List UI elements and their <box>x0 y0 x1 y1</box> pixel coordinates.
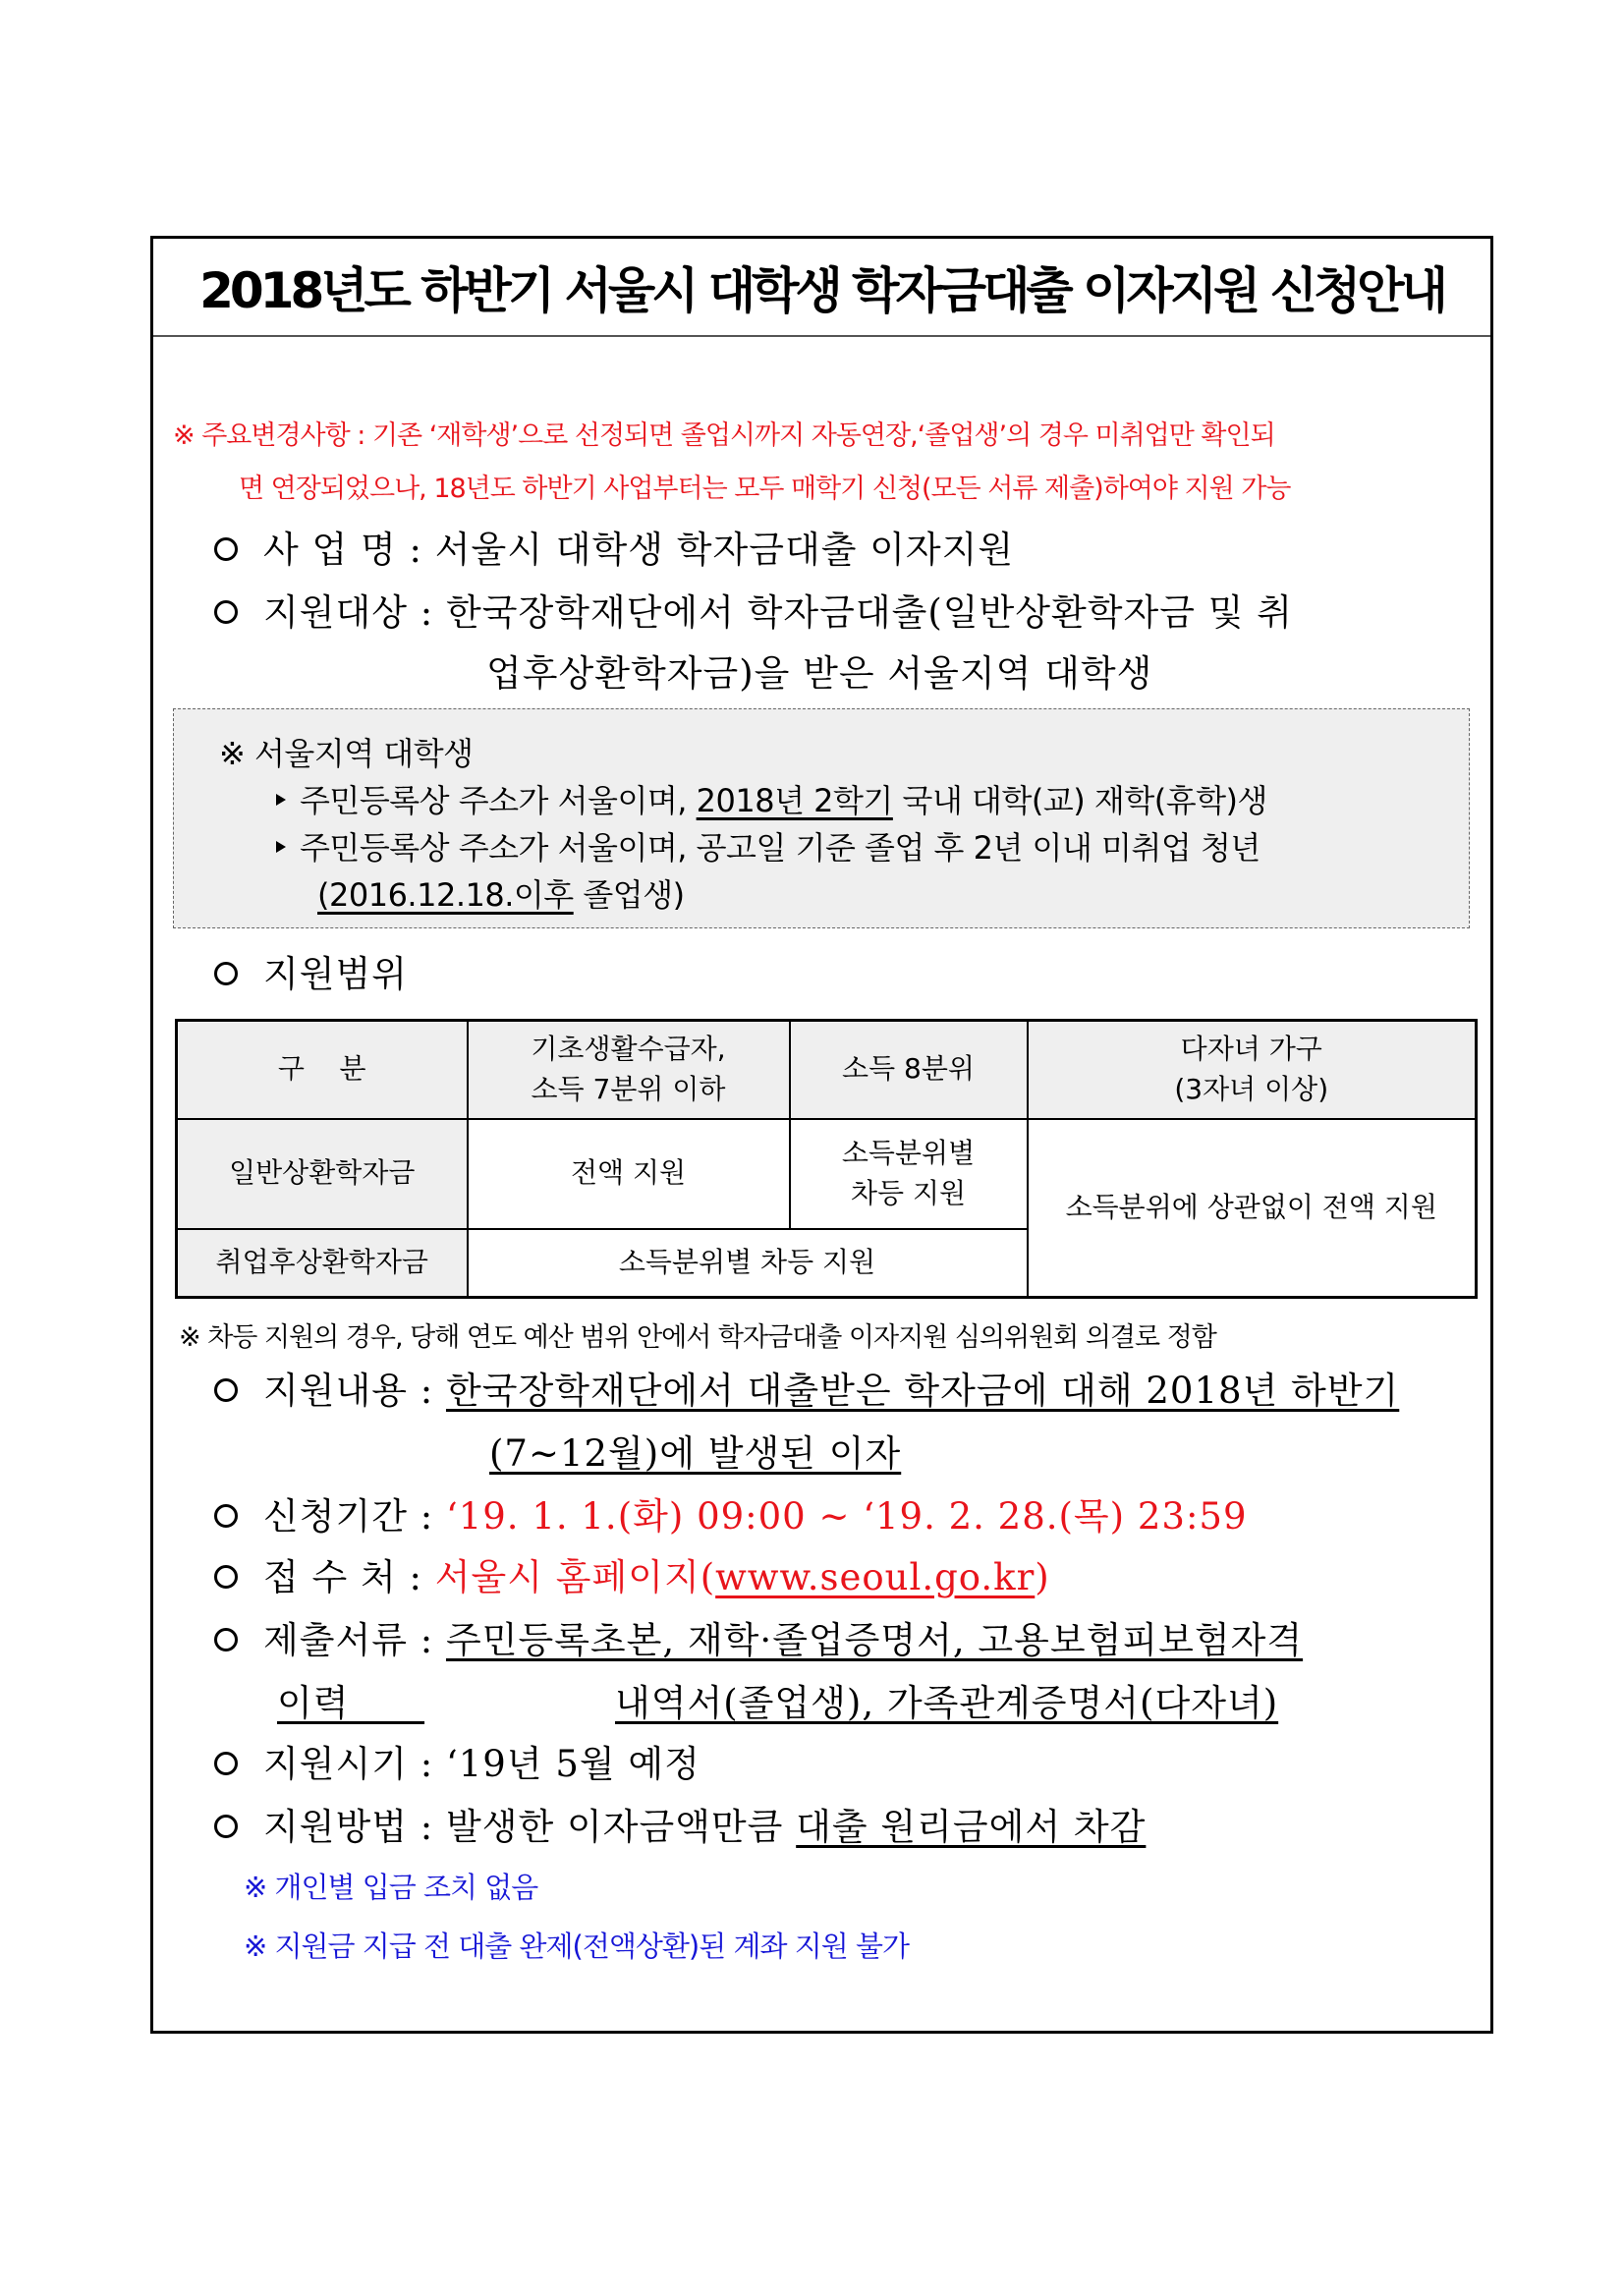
seoul-box-bullet1: 주민등록상 주소가 서울이며, 2018년 2학기 국내 대학(교) 재학(휴학)생 <box>276 776 1267 821</box>
documents-line1: 주민등록초본, 재학·졸업증명서, 고용보험피보험자격 <box>445 1619 1304 1661</box>
circle-bullet-icon <box>214 600 238 624</box>
triangle-bullet-icon <box>276 794 286 806</box>
circle-bullet-icon <box>214 537 238 561</box>
header-category: 구 분 <box>177 1021 468 1119</box>
circle-bullet-icon <box>214 1628 238 1651</box>
target-item: 지원대상 : 한국장학재단에서 학자금대출(일반상환학자금 및 취 <box>214 583 1293 636</box>
circle-bullet-icon <box>214 1378 238 1402</box>
period-item: 신청기간 : ‘19. 1. 1.(화) 09:00 ~ ‘19. 2. 28.(목) 23:59 <box>214 1486 1248 1539</box>
reception-item: 접 수 처 : 서울시 홈페이지(www.seoul.go.kr) <box>214 1547 1050 1600</box>
triangle-bullet-icon <box>276 841 286 853</box>
page-title: 2018년도 하반기 서울시 대학생 학자금대출 이자지원 신청안내 <box>153 239 1490 337</box>
circle-bullet-icon <box>214 962 238 985</box>
documents-item: 제출서류 : 주민등록초본, 재학·졸업증명서, 고용보험피보험자격 <box>214 1610 1303 1663</box>
header-basic-income: 기초생활수급자, 소득 7분위 이하 <box>468 1021 790 1119</box>
content-line2: (7~12월)에 발생된 이자 <box>489 1432 902 1475</box>
period-value: ‘19. 1. 1.(화) 09:00 ~ ‘19. 2. 28.(목) 23:59 <box>445 1495 1248 1538</box>
target-value-line2: 업후상환학자금)을 받은 서울지역 대학생 <box>486 652 1153 695</box>
circle-bullet-icon <box>214 1815 238 1838</box>
business-value: 서울시 대학생 학자금대출 이자지원 <box>434 529 1015 571</box>
header-income-8: 소득 8분위 <box>790 1021 1028 1119</box>
row-general-repayment: 일반상환학자금 <box>177 1119 468 1229</box>
method-item: 지원방법 : 발생한 이자금액만큼 대출 원리금에서 차감 <box>214 1797 1146 1850</box>
documents-line2-left: 이력 <box>277 1682 350 1724</box>
content-line1: 한국장학재단에서 대출받은 학자금에 대해 2018년 하반기 <box>445 1370 1400 1412</box>
period-label: 신청기간 <box>263 1495 408 1538</box>
change-notice-line1: ※ 주요변경사항 : 기존 ‘재학생’으로 선정되면 졸업시까지 자동연장,‘졸업생’의 경우 미취업만 확인되 <box>173 420 1275 451</box>
documents-line2-right: 내역서(졸업생), 가족관계증명서(다자녀) <box>615 1682 1279 1724</box>
timing-label: 지원시기 <box>263 1743 408 1785</box>
business-label: 사 업 명 <box>263 529 397 571</box>
differential-note: ※ 차등 지원의 경우, 당해 연도 예산 범위 안에서 학자금대출 이자지원 심의위원회 의결로 정함 <box>179 1322 1216 1353</box>
seoul-box-bullet2-cont: (2016.12.18.이후 졸업생) <box>317 876 685 914</box>
target-label: 지원대상 <box>263 591 408 634</box>
blue-note-1: ※ 개인별 입금 조치 없음 <box>244 1871 538 1904</box>
cell-differential-support-2: 소득분위별 차등 지원 <box>468 1229 1028 1298</box>
cell-differential-support: 소득분위별 차등 지원 <box>790 1119 1028 1229</box>
blue-note-2: ※ 지원금 지급 전 대출 완제(전액상환)된 계좌 지원 불가 <box>244 1930 909 1963</box>
header-multi-child: 다자녀 가구 (3자녀 이상) <box>1028 1021 1477 1119</box>
method-value-underlined: 대출 원리금에서 차감 <box>796 1806 1147 1848</box>
seoul-student-box <box>173 708 1470 928</box>
target-value-line1: 한국장학재단에서 학자금대출(일반상환학자금 및 취 <box>445 591 1294 634</box>
seoul-homepage-link[interactable]: www.seoul.go.kr <box>715 1556 1036 1598</box>
range-label: 지원범위 <box>263 953 408 995</box>
seoul-box-bullet2: 주민등록상 주소가 서울이며, 공고일 기준 졸업 후 2년 이내 미취업 청년 <box>276 823 1260 868</box>
method-label: 지원방법 <box>263 1806 408 1848</box>
timing-item: 지원시기 : ‘19년 5월 예정 <box>214 1734 700 1787</box>
range-item <box>214 944 408 997</box>
change-notice-line2: 면 연장되었으나, 18년도 하반기 사업부터는 모두 매학기 신청(모든 서류 제출)하여야 지원 가능 <box>239 474 1291 504</box>
cell-full-support: 전액 지원 <box>468 1119 790 1229</box>
table-header-row <box>177 1021 1477 1119</box>
circle-bullet-icon <box>214 1565 238 1589</box>
documents-label: 제출서류 <box>263 1619 408 1661</box>
table-row <box>177 1119 1477 1229</box>
support-range-table <box>175 1019 1478 1299</box>
circle-bullet-icon <box>214 1752 238 1775</box>
content-item: 지원내용 : 한국장학재단에서 대출받은 학자금에 대해 2018년 하반기 <box>214 1361 1399 1414</box>
notice-frame <box>150 236 1493 2034</box>
business-item: 사 업 명 : 서울시 대학생 학자금대출 이자지원 <box>214 520 1014 573</box>
reception-label: 접 수 처 <box>263 1556 397 1598</box>
circle-bullet-icon <box>214 1504 238 1528</box>
seoul-box-heading: ※ 서울지역 대학생 <box>219 735 474 772</box>
row-post-employment: 취업후상환학자금 <box>177 1229 468 1298</box>
cell-multi-child-full: 소득분위에 상관없이 전액 지원 <box>1028 1119 1477 1298</box>
timing-value: ‘19년 5월 예정 <box>445 1743 700 1785</box>
content-label: 지원내용 <box>263 1370 408 1412</box>
